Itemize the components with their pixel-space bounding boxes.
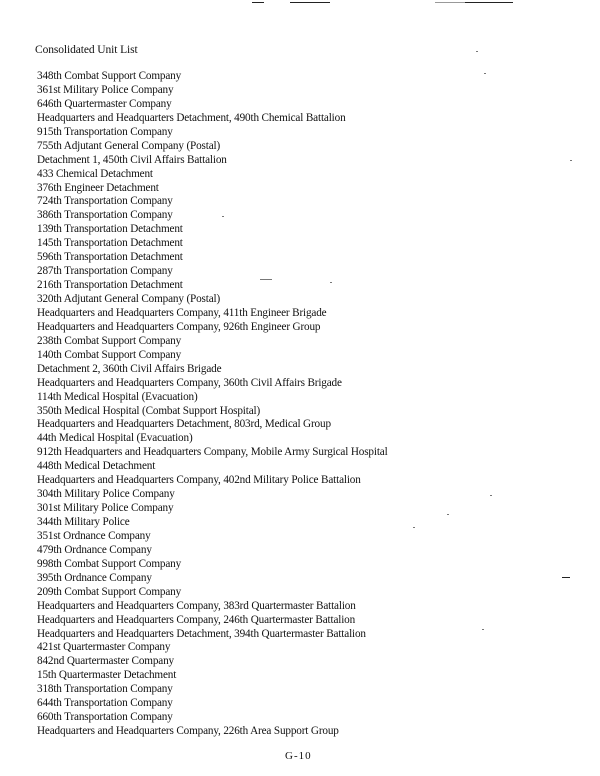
- scan-mark: [465, 2, 513, 3]
- unit-list-item: 724th Transportation Company: [37, 195, 173, 208]
- unit-list-item: Headquarters and Headquarters Company, 926th Engineer Group: [37, 320, 321, 333]
- unit-list-item: 448th Medical Detachment: [37, 460, 156, 473]
- unit-list-item: 660th Transportation Company: [37, 711, 173, 724]
- unit-list-item: Detachment 1, 450th Civil Affairs Battalion: [37, 153, 227, 166]
- unit-list-item: 344th Military Police: [37, 516, 130, 528]
- scan-speck: [484, 73, 486, 74]
- unit-list-item: 145th Transportation Detachment: [37, 237, 183, 250]
- scan-mark: [290, 2, 330, 3]
- unit-list-item: 433 Chemical Detachment: [37, 167, 153, 180]
- unit-list-item: 301st Military Police Company: [37, 502, 174, 515]
- page-number: G-10: [285, 750, 312, 762]
- unit-list-item: Detachment 2, 360th Civil Affairs Brigade: [37, 362, 222, 375]
- unit-list-item: Headquarters and Headquarters Company, 226th Area Support Group: [37, 725, 339, 738]
- unit-list-item: Headquarters and Headquarters Company, 402nd Military Police Battalion: [37, 474, 361, 487]
- unit-list-item: 304th Military Police Company: [37, 488, 175, 501]
- unit-list-item: Headquarters and Headquarters Detachment, 394th Quartermaster Battalion: [37, 627, 366, 640]
- unit-list-item: 479th Ordnance Company: [37, 543, 152, 556]
- scan-speck: [482, 629, 484, 630]
- document-title: Consolidated Unit List: [35, 44, 138, 56]
- unit-list-item: 998th Combat Support Company: [37, 557, 182, 570]
- unit-list-item: 915th Transportation Company: [37, 125, 173, 138]
- unit-list-item: 646th Quartermaster Company: [37, 97, 172, 110]
- unit-list-item: 139th Transportation Detachment: [37, 223, 183, 236]
- unit-list-item: 386th Transportation Company: [37, 209, 173, 222]
- unit-list-item: 644th Transportation Company: [37, 697, 173, 710]
- scan-speck: [260, 279, 272, 280]
- unit-list-item: 351st Ordnance Company: [37, 529, 151, 542]
- unit-list-item: 238th Combat Support Company: [37, 334, 182, 347]
- unit-list-item: 216th Transportation Detachment: [37, 279, 183, 292]
- scan-mark: [435, 2, 465, 3]
- unit-list-item: 114th Medical Hospital (Evacuation): [37, 390, 198, 403]
- unit-list-item: Headquarters and Headquarters Company, 246th Quartermaster Battalion: [37, 613, 356, 626]
- unit-list-item: Headquarters and Headquarters Company, 411th Engineer Brigade: [37, 306, 327, 319]
- unit-list-item: 318th Transportation Company: [37, 683, 173, 696]
- unit-list-item: Headquarters and Headquarters Detachment, 803rd, Medical Group: [37, 418, 331, 431]
- unit-list-item: 15th Quartermaster Detachment: [37, 669, 177, 682]
- unit-list-item: 140th Combat Support Company: [37, 348, 182, 361]
- unit-list-item: 842nd Quartermaster Company: [37, 655, 175, 668]
- scan-speck: [413, 527, 415, 528]
- scan-speck: [447, 514, 449, 515]
- unit-list: [37, 70, 388, 739]
- scan-artifacts-top: [0, 0, 600, 12]
- scan-speck: [490, 495, 492, 496]
- unit-list-item: 44th Medical Hospital (Evacuation): [37, 432, 193, 445]
- unit-list-item: 350th Medical Hospital (Combat Support Hospital): [37, 404, 261, 417]
- unit-list-item: 320th Adjutant General Company (Postal): [37, 293, 221, 305]
- unit-list-item: Headquarters and Headquarters Company, 360th Civil Affairs Brigade: [37, 376, 342, 389]
- unit-list-item: 209th Combat Support Company: [37, 585, 182, 598]
- unit-list-item: 376th Engineer Detachment: [37, 181, 159, 194]
- unit-list-item: 361st Military Police Company: [37, 83, 174, 96]
- unit-list-item: 348th Combat Support Company: [37, 70, 182, 82]
- scan-speck: [476, 51, 478, 52]
- scan-mark: [252, 2, 264, 3]
- unit-list-item: 755th Adjutant General Company (Postal): [37, 139, 221, 152]
- unit-list-item: 421st Quartermaster Company: [37, 641, 171, 654]
- unit-list-item: 395th Ordnance Company: [37, 571, 152, 584]
- scan-speck: [330, 282, 332, 283]
- scan-speck: [570, 160, 572, 161]
- unit-list-item: 287th Transportation Company: [37, 265, 173, 278]
- unit-list-item: 596th Transportation Detachment: [37, 251, 183, 264]
- scan-speck: [222, 216, 224, 217]
- unit-list-item: Headquarters and Headquarters Detachment, 490th Chemical Battalion: [37, 111, 346, 124]
- unit-list-item: Headquarters and Headquarters Company, 383rd Quartermaster Battalion: [37, 599, 356, 612]
- scan-mark: [562, 577, 570, 578]
- unit-list-item: 912th Headquarters and Headquarters Company, Mobile Army Surgical Hospital: [37, 446, 388, 459]
